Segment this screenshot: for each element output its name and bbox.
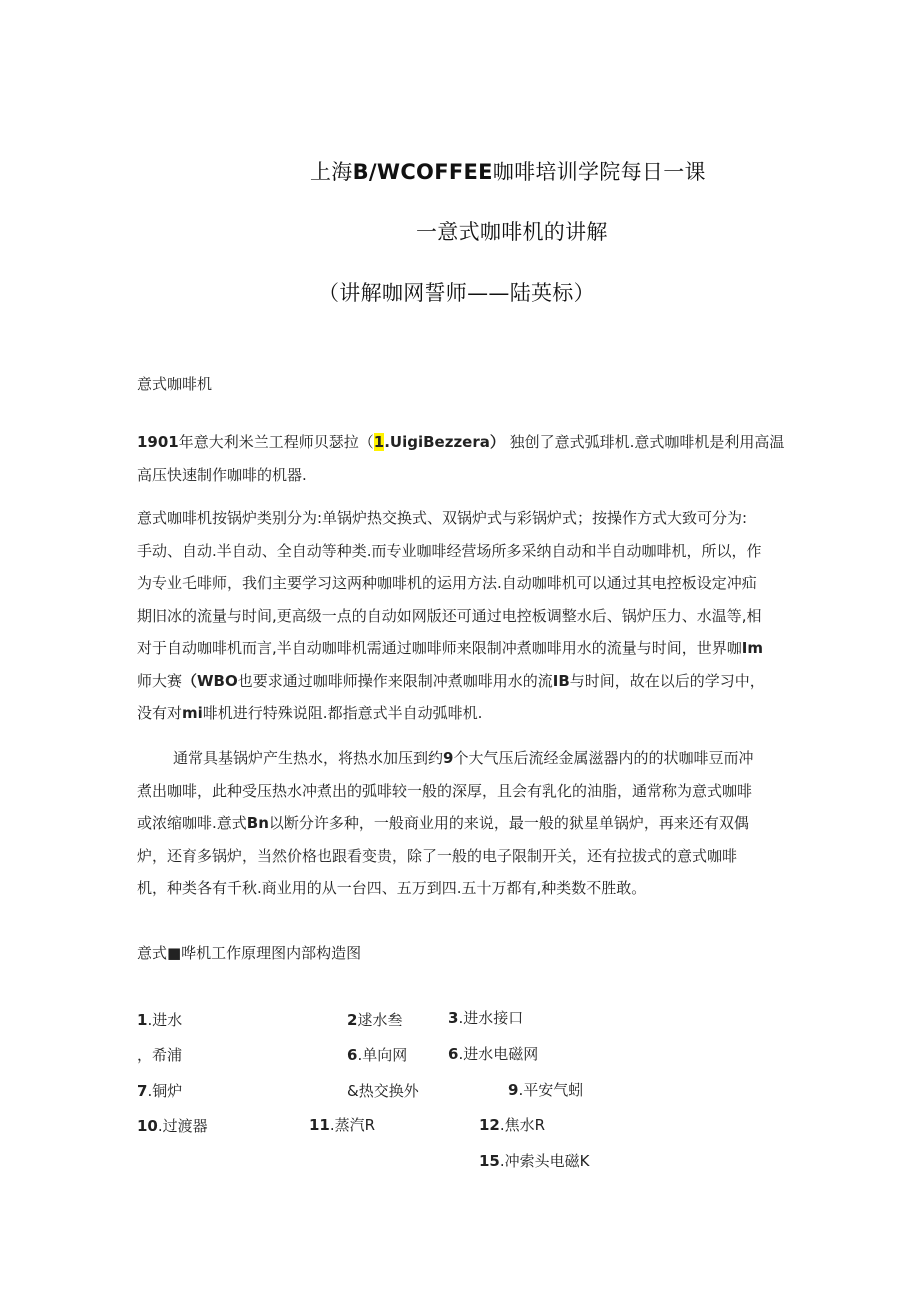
paragraph-1-line-2: 高压快速制作咖啡的机器. — [137, 465, 307, 484]
part-item: ，希浦 — [137, 1046, 183, 1064]
paragraph-1-line-1 — [137, 426, 787, 459]
p3-l1-b: 个大气压后流经金属滋器内的的状咖啡豆而冲 — [453, 749, 754, 767]
inventor-name: .UigiBezzera） — [384, 433, 505, 451]
paragraph-3-line-4: 炉，还育多锅炉，当然价格也跟看变贵，除了一般的电子限制开关，还有拉拔式的意式咖啡 — [137, 846, 738, 865]
p3-l3-bold: Bn — [246, 814, 269, 832]
p2-l6-c: 与时间，故在以后的学习中， — [569, 671, 765, 690]
part-item: 6.进水电磁网 — [448, 1045, 539, 1063]
part-item: 15.冲索头电磁K — [479, 1152, 590, 1170]
p3-l3-a: 或浓缩咖啡.意式 — [137, 814, 247, 832]
part-item: &热交换外 — [347, 1082, 419, 1100]
part-item: 11.蒸汽R — [309, 1116, 376, 1134]
p2-l5-text: 对于自动咖啡机而言,半自动咖啡机需通过咖啡师来限制冲煮咖啡用水的流量与时间，世界咖 — [137, 639, 742, 657]
part-item: 2逑水叁 — [347, 1011, 403, 1029]
paragraph-2-line-6 — [137, 665, 787, 698]
paragraph-3-line-1 — [137, 742, 787, 775]
part-item: 6.单向网 — [347, 1046, 408, 1064]
paragraph-1 — [137, 426, 787, 491]
part-item: 1.进水 — [137, 1011, 183, 1029]
p2-l7-a: 没有对 — [137, 704, 183, 722]
title-line-1 — [310, 156, 706, 186]
p1-text: 年意大利米兰工程师贝瑟拉（ — [178, 433, 374, 451]
title-suffix: 咖啡培训学院每日一课 — [492, 160, 706, 184]
diagram-heading: 意式■哗机工作原理图内部构造图 — [137, 944, 362, 962]
paragraph-2 — [137, 502, 787, 730]
paragraph-3-line-3 — [137, 807, 787, 840]
title-line-3: （讲解咖网誓师——陆英标） — [318, 281, 595, 305]
p2-l6-b: 也要求通过咖啡师操作来限制冲煮咖啡用水的流 — [237, 671, 553, 690]
part-item: 9.平安气蚓 — [508, 1081, 584, 1099]
p3-l1-bold: 9 — [443, 749, 454, 767]
part-item: 3.进水接口 — [448, 1009, 524, 1027]
p1-end: 独创了意式弧琲机.意式咖啡机是利用高温 — [509, 433, 785, 451]
paragraph-3 — [137, 742, 787, 905]
part-item: 10.过渡器 — [137, 1117, 208, 1135]
p3-l1-a: 通常具基锅炉产生热水，将热水加压到约 — [173, 749, 444, 767]
year: 1901 — [137, 433, 179, 451]
paragraph-2-line-7 — [137, 697, 787, 730]
paragraph-2-line-1: 意式咖啡机按锅炉类别分为:单锅炉热交换式、双锅炉式与彩锅炉式；按操作方式大致可分为: — [137, 509, 748, 527]
title-line-2: 一意式咖啡机的讲解 — [416, 220, 608, 244]
title-prefix: 上海 — [310, 160, 353, 184]
p2-l5-bold: Im — [741, 639, 763, 657]
paragraph-3-line-2: 煮出咖啡，此种受压热水冲煮出的弧啡较一般的深厚，且会有乳化的油脂，通常称为意式咖啡 — [137, 781, 753, 800]
p2-l6-bold2: IB — [552, 671, 570, 690]
p2-l6-a: 师大赛 — [137, 671, 183, 690]
part-item: 12.焦水R — [479, 1116, 546, 1134]
section-heading: 意式咖啡机 — [137, 375, 213, 393]
p2-l7-b: 啡机进行特殊说阻.都指意式半自动弧啡机. — [202, 704, 483, 722]
paragraph-2-line-3: 为专业乇啡师，我们主要学习这两种咖啡机的运用方法.自动咖啡机可以通过其电控板设定冲疝 — [137, 574, 757, 592]
p2-l6-bold1: （WBO — [182, 671, 238, 690]
p3-l3-b: 以断分许多种，一般商业用的来说，最一般的狱星单锅炉，再来还有双偶 — [268, 814, 749, 832]
highlighted-number: 1 — [373, 433, 385, 451]
paragraph-2-line-2: 手动、自动.半自动、全自动等种类.而专业咖啡经营场所多采纳自动和半自动咖啡机，所以，作 — [137, 541, 762, 560]
paragraph-3-line-5: 机，种类各有千秋.商业用的从一台四、五万到四.五十万都有,种类数不胜敢。 — [137, 879, 647, 897]
part-item: 7.铜炉 — [137, 1082, 183, 1100]
paragraph-2-line-5 — [137, 632, 787, 665]
paragraph-2-line-4: 期旧冰的流量与时间,更高级一点的自动如网版还可通过电控板调整水后、锅炉压力、水温等,相 — [137, 606, 762, 625]
title-brand: B/WCOFFEE — [352, 160, 493, 184]
p2-l7-bold: mi — [182, 704, 203, 722]
